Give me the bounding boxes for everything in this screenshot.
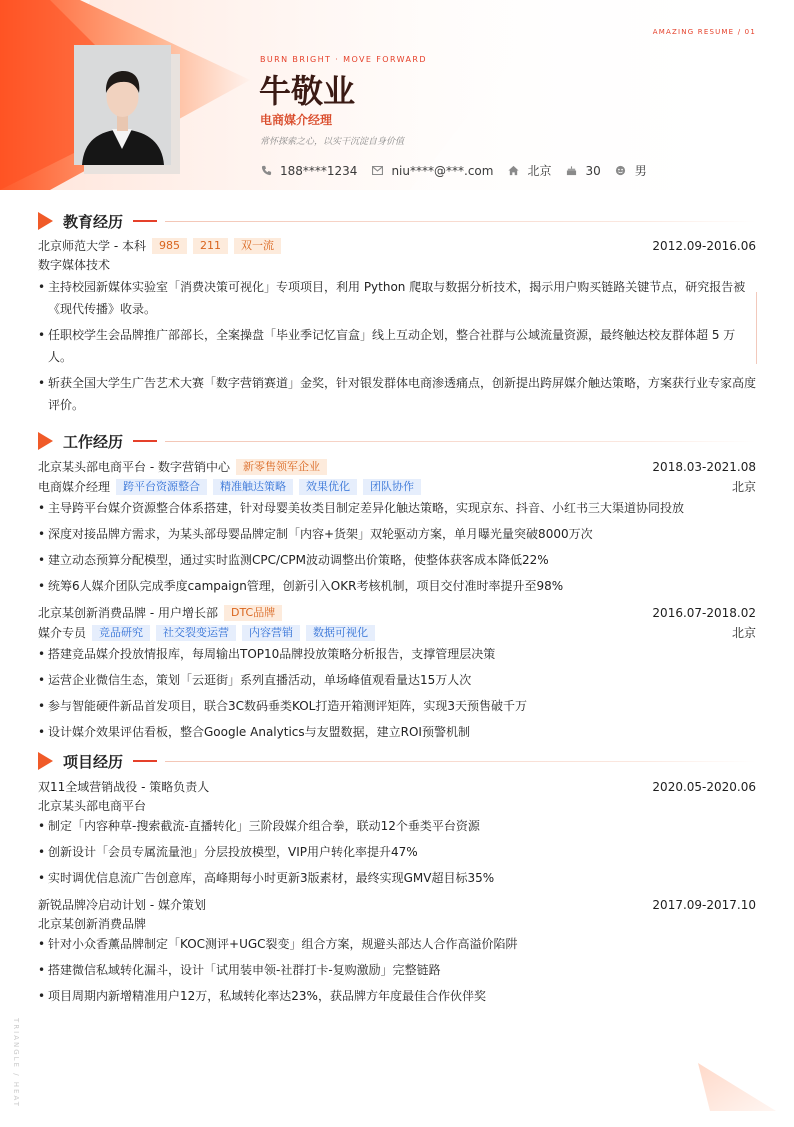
divider [133,220,157,222]
list-item: • 搭建微信私域转化漏斗，设计「试用装申领-社群打卡-复购激励」完整链路 [38,961,756,979]
home-icon [507,165,519,177]
section-header [38,210,756,232]
list-item: • 参与智能硬件新品首发项目，联合3C数码垂类KOL打造开箱测评矩阵，实现3天预售破千万 [38,697,756,715]
divider [165,221,756,222]
job-header [38,603,756,623]
skill-tag: 竞品研究 [92,625,150,641]
list-item: • 主导跨平台媒介资源整合体系搭建，针对母婴美妆类目制定差异化触达策略，实现京东、抖音、小红书三大渠道协同投放 [38,499,756,517]
list-item: • 实时调优信息流广告创意库，高峰期每小时更新3版素材，最终实现GMV超目标35% [38,869,756,887]
job-city: 北京 [731,626,756,640]
contact-gender [615,162,647,179]
list-item: • 主持校园新媒体实验室「消费决策可视化」专项项目，利用 Python 爬取与数据分析技术，揭示用户购买链路关键节点，研究报告被《现代传播》收录。 [38,276,756,320]
divider [133,440,157,442]
project-bullets [38,817,756,887]
company-name: 北京某创新消费品牌 - 用户增长部 [38,606,218,620]
skill-tag: 团队协作 [363,479,421,495]
education-bullets [38,276,756,416]
list-item: • 统筹6人媒介团队完成季度campaign管理，创新引入OKR考核机制，项目交付准时率提升至98% [38,577,756,595]
company-badge: DTC品牌 [224,605,282,621]
project-date: 2017.09-2017.10 [652,898,756,912]
section-title: 教育经历 [63,212,124,231]
motto: BURN BRIGHT · MOVE FORWARD [260,55,427,64]
job-subheader [38,623,756,643]
project-org: 北京某头部电商平台 [38,799,147,813]
contact-bar [260,162,661,179]
city: 北京 [527,164,552,178]
divider [756,292,757,364]
email-address: niu****@***.com [391,163,494,178]
section-title: 项目经历 [63,752,124,771]
school-name: 北京师范大学 - 本科 [38,239,146,253]
contact-age [565,164,600,178]
side-label: TRIANGLE / HEAT [12,1018,20,1108]
work-section [38,430,756,749]
list-item: • 制定「内容种草-搜索截流-直播转化」三阶段媒介组合拳，联动12个垂类平台资源 [38,817,756,835]
project-name: 新锐品牌冷启动计划 - 媒介策划 [38,898,206,912]
divider [133,760,157,762]
list-item: • 搭建竞品媒介投放情报库，每周输出TOP10品牌投放策略分析报告，支撑管理层决策 [38,645,756,663]
skill-tag: 内容营销 [242,625,300,641]
list-item: • 深度对接品牌方需求，为某头部母婴品牌定制「内容+货架」双轮驱动方案，单月曝光量突破8000万次 [38,525,756,543]
job-date: 2016.07-2018.02 [652,606,756,620]
project-org: 北京某创新消费品牌 [38,917,147,931]
triangle-icon [38,212,53,230]
project-header [38,895,756,915]
school-tag: 985 [152,238,187,254]
contact-phone [260,164,357,178]
school-tag: 211 [193,238,228,254]
project-name: 双11全域营销战役 - 策略负责人 [38,780,210,794]
gender-icon [615,165,627,177]
age: 30 [585,163,601,178]
mail-icon [371,165,383,177]
project-header [38,777,756,797]
school-tag: 双一流 [234,238,281,254]
company-name: 北京某头部电商平台 - 数字营销中心 [38,460,230,474]
gender: 男 [634,164,647,178]
section-title: 工作经历 [63,432,124,451]
list-item: • 任职校学生会品牌推广部部长，全案操盘「毕业季记忆盲盒」线上互动企划，整合社群与公域流量资源，最终触达校友群体超 5 万人。 [38,324,756,368]
list-item: • 运营企业微信生态，策划「云逛街」系列直播活动，单场峰值观看量达15万人次 [38,671,756,689]
slogan: 常怀探索之心，以实干沉淀自身价值 [260,137,405,147]
project-date: 2020.05-2020.06 [652,780,756,794]
job-city: 北京 [731,480,756,494]
list-item: • 针对小众香薰品牌制定「KOC测评+UGC裂变」组合方案，规避头部达人合作高溢价陷阱 [38,935,756,953]
major: 数字媒体技术 [38,258,111,272]
education-row [38,236,756,256]
job-header [38,457,756,477]
job-bullets [38,499,756,595]
contact-email [371,164,493,178]
phone-number: 188****1234 [280,163,358,178]
list-item: • 设计媒介效果评估看板，整合Google Analytics与友盟数据，建立ROI预警机制 [38,723,756,741]
cake-icon [565,165,577,177]
job-title: 电商媒介经理 [260,113,333,127]
corner-decoration [690,1055,794,1123]
phone-icon [260,165,272,177]
projects-section [38,750,756,1013]
skill-tag: 社交裂变运营 [156,625,236,641]
skill-tag: 跨平台资源整合 [116,479,207,495]
company-badge: 新零售领军企业 [236,459,327,475]
education-date: 2012.09-2016.06 [652,239,756,253]
top-tag: AMAZING RESUME / 01 [652,28,756,36]
triangle-icon [38,432,53,450]
section-header [38,750,756,772]
skill-tag: 效果优化 [299,479,357,495]
project-bullets [38,935,756,1005]
divider [165,761,756,762]
section-header [38,430,756,452]
education-section [38,210,756,420]
list-item: • 创新设计「会员专属流量池」分层投放模型，VIP用户转化率提升47% [38,843,756,861]
position: 电商媒介经理 [38,480,111,494]
skill-tag: 数据可视化 [306,625,375,641]
candidate-name: 牛敬业 [259,72,356,110]
skill-tag: 精准触达策略 [213,479,293,495]
triangle-icon [38,752,53,770]
divider [165,441,756,442]
job-date: 2018.03-2021.08 [652,460,756,474]
contact-city [507,162,551,179]
position: 媒介专员 [38,626,87,640]
profile-photo [74,45,171,165]
list-item: • 建立动态预算分配模型，通过实时监测CPC/CPM波动调整出价策略，使整体获客成本降低22% [38,551,756,569]
job-bullets [38,645,756,741]
list-item: • 斩获全国大学生广告艺术大赛「数字营销赛道」金奖，针对银发群体电商渗透痛点，创新提出跨屏媒介触达策略，方案获行业专家高度评价。 [38,372,756,416]
job-subheader [38,477,756,497]
list-item: • 项目周期内新增精准用户12万，私域转化率达23%，获品牌方年度最佳合作伙伴奖 [38,987,756,1005]
